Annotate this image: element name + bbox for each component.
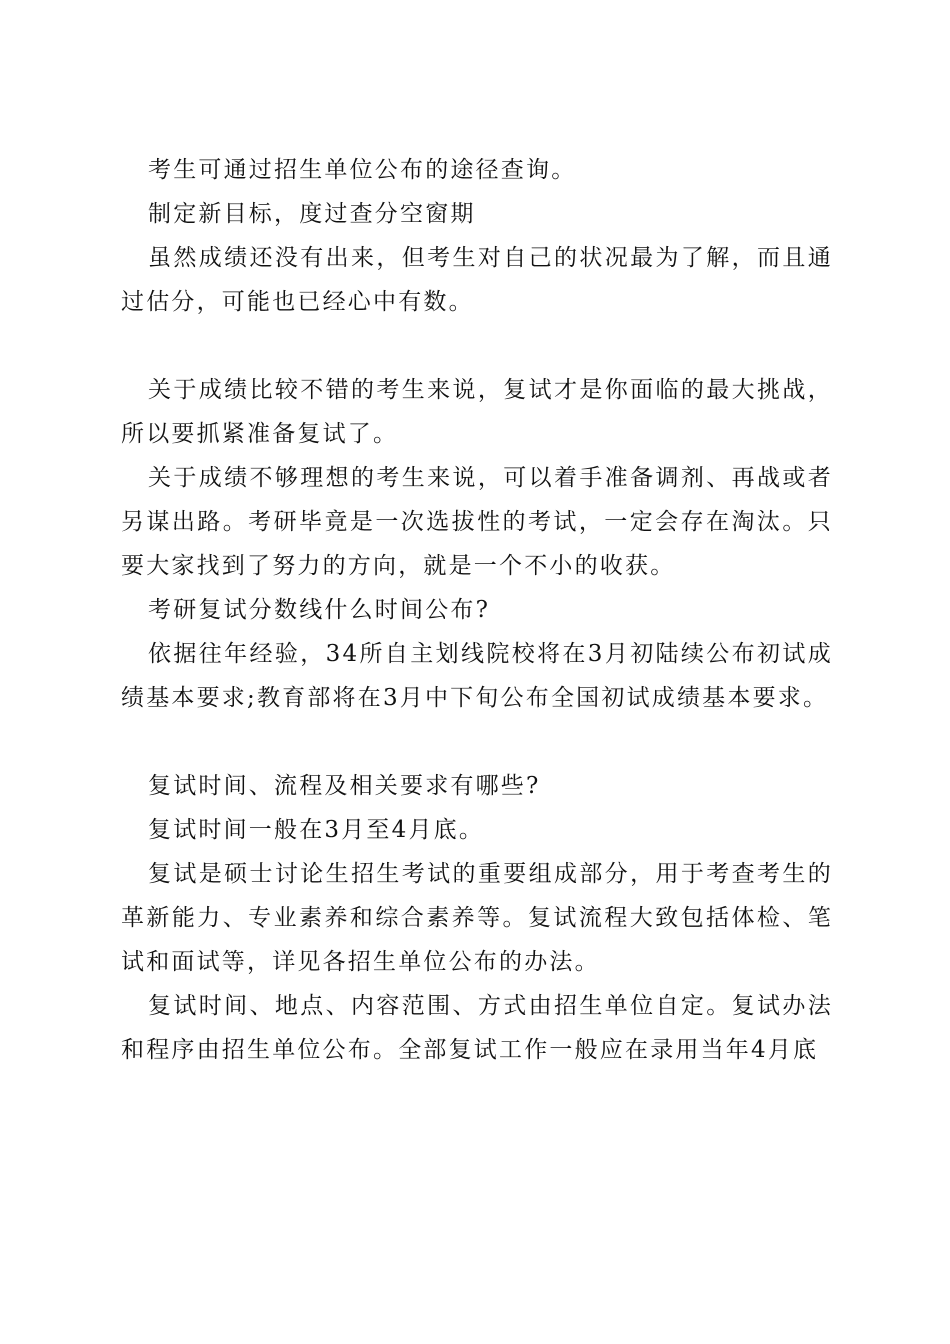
paragraph-self-assessment: 虽然成绩还没有出来，但考生对自己的状况最为了解，而且通过估分，可能也已经心中有数。	[121, 245, 833, 315]
paragraph-low-score-advice: 关于成绩不够理想的考生来说，可以着手准备调剂、再战或者另谋出路。考研毕竟是一次选拔性的考试，一定会存在淘汰。只要大家找到了努力的方向，就是一个不小的收获。	[121, 465, 833, 579]
paragraph-good-score-advice: 关于成绩比较不错的考生来说，复试才是你面临的最大挑战，所以要抓紧准备复试了。	[121, 377, 833, 447]
paragraph-retest-time: 复试时间一般在3月至4月底。	[148, 817, 485, 843]
paragraph-new-goal-heading: 制定新目标，度过查分空窗期	[148, 201, 476, 227]
paragraph-retest-arrangement: 复试时间、地点、内容范围、方式由招生单位自定。复试办法和程序由招生单位公布。全部复试工作一般应在录用当年4月底	[121, 993, 833, 1063]
paragraph-cutoff-question: 考研复试分数线什么时间公布?	[148, 597, 491, 623]
paragraph-spacer	[121, 324, 833, 368]
paragraph-cutoff-answer: 依据往年经验，34所自主划线院校将在3月初陆续公布初试成绩基本要求;教育部将在3月中下旬公布全国初试成绩基本要求。	[121, 641, 833, 711]
paragraph-query-channel: 考生可通过招生单位公布的途径查询。	[148, 157, 577, 183]
paragraph-retest-question: 复试时间、流程及相关要求有哪些?	[148, 773, 541, 799]
document-body	[121, 148, 833, 1072]
paragraph-retest-process: 复试是硕士讨论生招生考试的重要组成部分，用于考查考生的革新能力、专业素养和综合素养等。复试流程大致包括体检、笔试和面试等，详见各招生单位公布的办法。	[121, 861, 833, 975]
paragraph-spacer	[121, 720, 833, 764]
